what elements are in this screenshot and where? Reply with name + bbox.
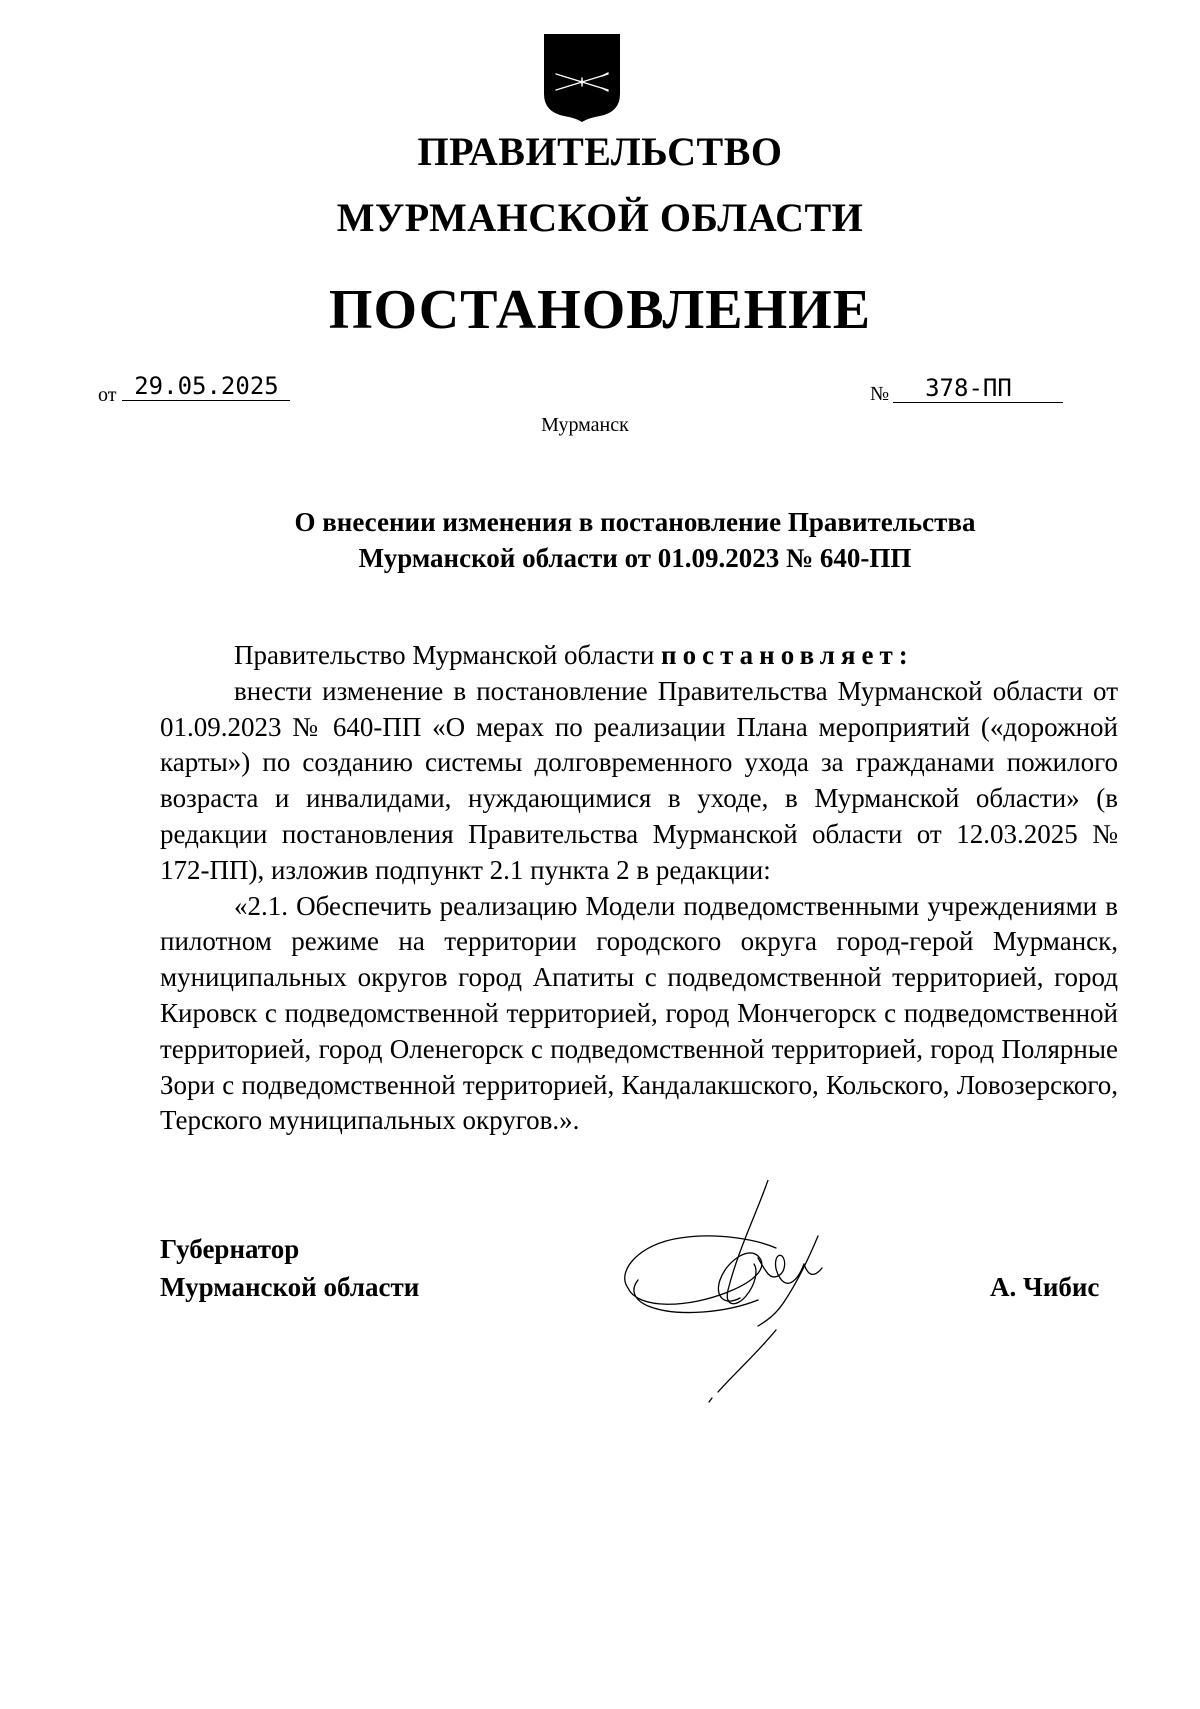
date-value: 29.05.2025: [122, 372, 290, 401]
number-value: 378-ПП: [893, 374, 1063, 403]
city: Мурманск: [541, 414, 629, 436]
paragraph-3: «2.1. Обеспечить реализацию Модели подведомственными учреждениями в пилотном режиме на территории городского округа город-герой Мурманск, муниципальных округов город Апатиты с подведомственной территорией, город Кировск с подведомственной территорией, город Мончегорск с подведомственной территорией, город Оленегорск с подведомственной территорией, город Полярные Зори с подведомственной территорией, Кандалакшского, Кольского, Ловозерского, Терского муниципальных округов.».: [160, 890, 1118, 1136]
paragraph-2: внести изменение в постановление Правительства Мурманской области от 01.09.2023 № 640-ПП «О мерах по реализации Плана мероприятий («дорожной карты») по созданию системы долговременного ухода за гражданами пожилого возраста и инвалидами, нуждающимися в уходе, в Мурманской области» (в редакции постановления Правительства Мурманской области от 12.03.2025 № 172-ПП), изложив подпункт 2.1 пункта 2 в редакции:: [160, 675, 1118, 885]
number-block: [870, 374, 1063, 407]
document-type: ПОСТАНОВЛЕНИЕ: [328, 279, 872, 341]
signatory-position: [160, 1230, 419, 1306]
number-label: №: [870, 383, 890, 405]
title-line2: Мурманской области от 01.09.2023 № 640-ПП: [358, 543, 912, 573]
org-name-line1: ПРАВИТЕЛЬСТВО: [417, 129, 783, 174]
date-label: от: [98, 384, 117, 406]
org-name-line2: МУРМАНСКОЙ ОБЛАСТИ: [336, 195, 864, 240]
title-line1: О внесении изменения в постановление Правительства: [294, 507, 976, 537]
document-body: [160, 638, 1118, 1139]
paragraph-1-prefix: Правительство Мурманской области: [234, 640, 662, 670]
handwritten-signature: [608, 1180, 878, 1410]
document-title: [0, 504, 1200, 576]
signatory-name: А. Чибис: [990, 1272, 1100, 1302]
date-block: [98, 372, 290, 407]
position-line1: Губернатор: [160, 1234, 300, 1264]
position-line2: Мурманской области: [160, 1272, 420, 1302]
resolves-verb: постановляет:: [661, 640, 914, 670]
coat-of-arms-emblem: [542, 32, 622, 124]
paragraph-1: [160, 638, 1118, 674]
